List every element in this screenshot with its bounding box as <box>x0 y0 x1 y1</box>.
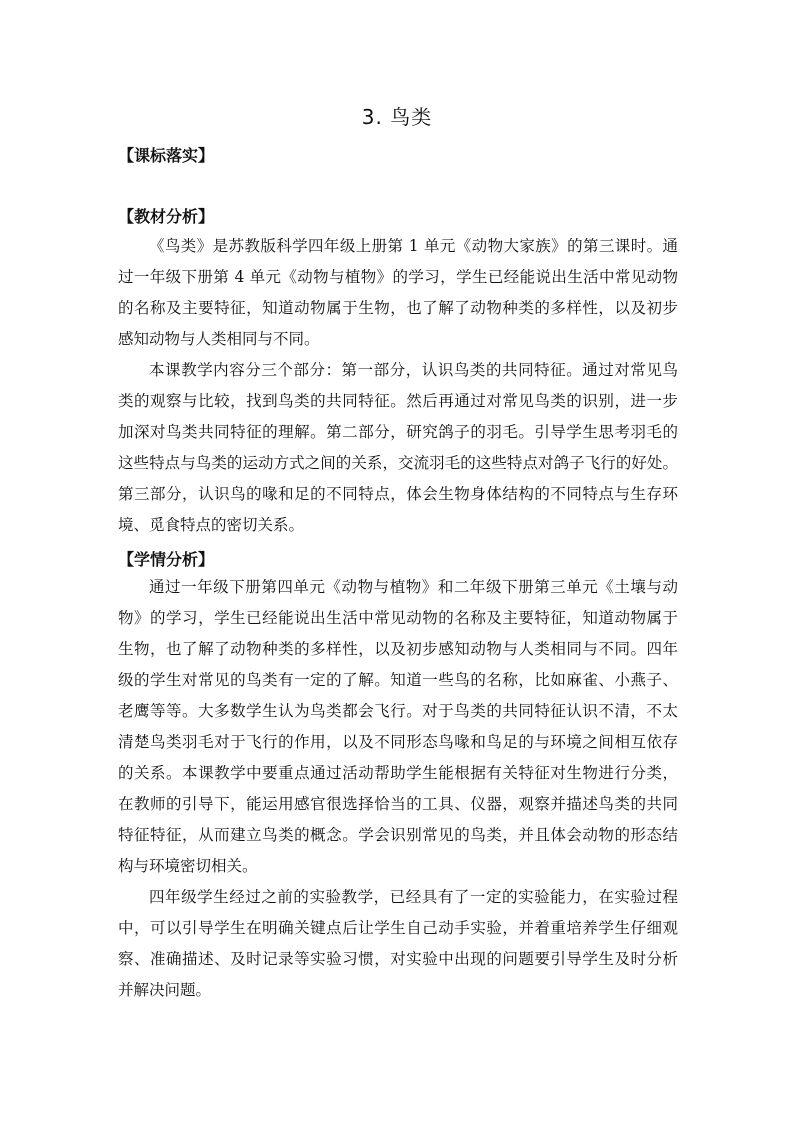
text-line: 老鹰等等。大多数学生认为鸟类都会飞行。对于鸟类的共同特征认识不清，不太 <box>118 702 678 720</box>
learners-paragraph-1 <box>118 572 678 882</box>
text-line: 境、觅食特点的密切关系。 <box>118 516 305 534</box>
section-heading-textbook: 【教材分析】 <box>118 207 215 226</box>
text-line: 特征特征，从而建立鸟类的概念。学会识别常见的鸟类，并且体会动物的形态结 <box>118 826 678 844</box>
text-line: 构与环境密切相关。 <box>118 857 258 875</box>
text-line: 《鸟类》是苏教版科学四年级上册第 1 单元《动物大家族》的第三课时。通 <box>149 237 678 255</box>
section-heading-curriculum: 【课标落实】 <box>118 146 215 165</box>
text-line: 感知动物与人类相同与不同。 <box>118 330 320 348</box>
text-line: 物》的学习，学生已经能说出生活中常见动物的名称及主要特征，知道动物属于 <box>118 609 678 627</box>
text-line: 在教师的引导下，能运用感官很选择恰当的工具、仪器，观察并描述鸟类的共同 <box>118 795 678 813</box>
learners-paragraph-2 <box>118 882 678 1006</box>
text-line: 加深对鸟类共同特征的理解。第二部分，研究鸽子的羽毛。引导学生思考羽毛的 <box>118 423 678 441</box>
text-line: 中，可以引导学生在明确关键点后让学生自己动手实验，并着重培养学生仔细观 <box>118 919 678 937</box>
text-line: 级的学生对常见的鸟类有一定的了解。知道一些鸟的名称，比如麻雀、小燕子、 <box>118 671 678 689</box>
page-title: 3. 鸟类 <box>361 105 433 129</box>
text-line: 本课教学内容分三个部分：第一部分，认识鸟类的共同特征。通过对常见鸟 <box>149 361 678 379</box>
section-heading-learners: 【学情分析】 <box>118 550 215 569</box>
text-line: 的关系。本课教学中要重点通过活动帮助学生能根据有关特征对生物进行分类， <box>118 764 678 782</box>
text-line: 类的观察与比较，找到鸟类的共同特征。然后再通过对常见鸟类的识别，进一步 <box>118 392 678 410</box>
text-line: 并解决问题。 <box>118 981 212 999</box>
text-line: 这些特点与鸟类的运动方式之间的关系，交流羽毛的这些特点对鸽子飞行的好处。 <box>118 454 678 472</box>
text-line: 四年级学生经过之前的实验教学，已经具有了一定的实验能力，在实验过程 <box>149 888 678 906</box>
textbook-paragraph-1 <box>118 231 678 355</box>
text-line: 清楚鸟类羽毛对于飞行的作用，以及不同形态鸟喙和鸟足的与环境之间相互依存 <box>118 733 678 751</box>
textbook-paragraph-2 <box>118 355 678 541</box>
text-line: 生物，也了解了动物种类的多样性，以及初步感知动物与人类相同与不同。四年 <box>118 640 678 658</box>
text-line: 过一年级下册第 4 单元《动物与植物》的学习，学生已经能说出生活中常见动物 <box>118 268 678 286</box>
text-line: 的名称及主要特征，知道动物属于生物，也了解了动物种类的多样性，以及初步 <box>118 299 678 317</box>
text-line: 通过一年级下册第四单元《动物与植物》和二年级下册第三单元《土壤与动 <box>149 578 678 596</box>
text-line: 第三部分，认识鸟的喙和足的不同特点，体会生物身体结构的不同特点与生存环 <box>118 485 678 503</box>
text-line: 察、准确描述、及时记录等实验习惯，对实验中出现的问题要引导学生及时分析 <box>118 950 678 968</box>
